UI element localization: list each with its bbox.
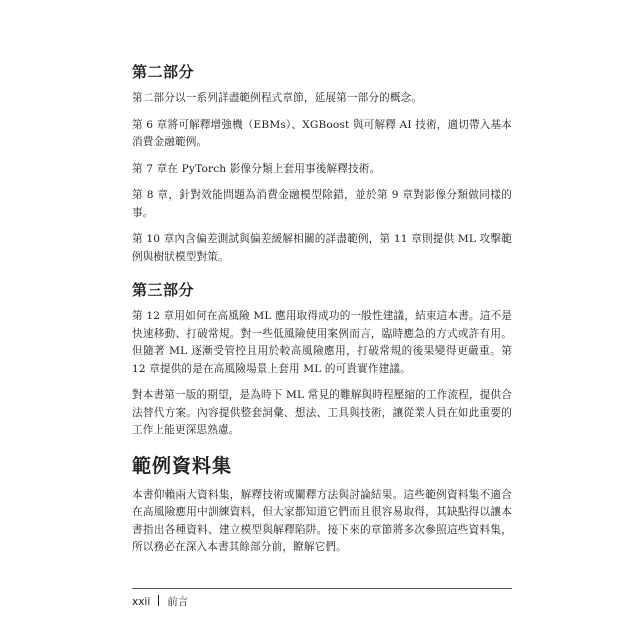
- page-footer: [132, 595, 188, 609]
- section-heading-part-two: 第二部分: [132, 63, 195, 81]
- paragraph: 第 7 章在 PyTorch 影像分類上套用事後解釋技術。: [132, 162, 381, 175]
- paragraph: 本書仰賴兩大資料集，解釋技術或闡釋方法與討論結果。這些範例資料集不適合在高風險應用中訓練資料，但大家都知道它們而且很容易取得，其缺點得以讓本書指出各種資料、建立模型與解釋陷阱。接下來的章節將多次參照這些資料集，所以務必在深入本書其餘部分前，瞭解它們。: [132, 488, 512, 553]
- running-section-title: 前言: [167, 596, 189, 608]
- page-number: xxii: [132, 596, 151, 608]
- paragraph: 第 6 章將可解釋增強機（EBMs）、XGBoost 與可解釋 AI 技術，適切帶入基本消費金融範例。: [132, 118, 512, 148]
- paragraph: 第 8 章，針對效能問題為消費金融模型除錯，並於第 9 章對影像分類做同樣的事。: [132, 189, 512, 219]
- footer-separator: [158, 595, 159, 606]
- section-heading-datasets: 範例資料集: [132, 454, 233, 477]
- paragraph: 第二部分以一系列詳盡範例程式章節，延展第一部分的概念。: [132, 92, 423, 104]
- section-heading-part-three: 第三部分: [132, 281, 195, 299]
- footer-divider: [132, 588, 512, 589]
- paragraph: 對本書第一版的期望，是為時下 ML 常見的難解與時程壓縮的工作流程，提供合法替代方案。內容提供整套詞彙、想法、工具與技術，讓從業人員在如此重要的工作上能更深思熟慮。: [132, 389, 512, 436]
- paragraph: 第 12 章用如何在高風險 ML 應用取得成功的一般性建議，結束這本書。這不是快速移動、打破常規。對一些低風險使用案例而言，臨時應急的方式或許有用。但隨著 ML 逐漸受管控且用於較高風險應用，打破常規的後果變得更嚴重。第 12 章提供的是在高風險場景上套用 ML 的可貴實作建議。: [132, 310, 512, 375]
- paragraph: 第 10 章內含偏差測試與偏差緩解相關的詳盡範例，第 11 章則提供 ML 攻擊範例與樹狀模型對策。: [132, 233, 512, 263]
- page-body: [132, 62, 512, 557]
